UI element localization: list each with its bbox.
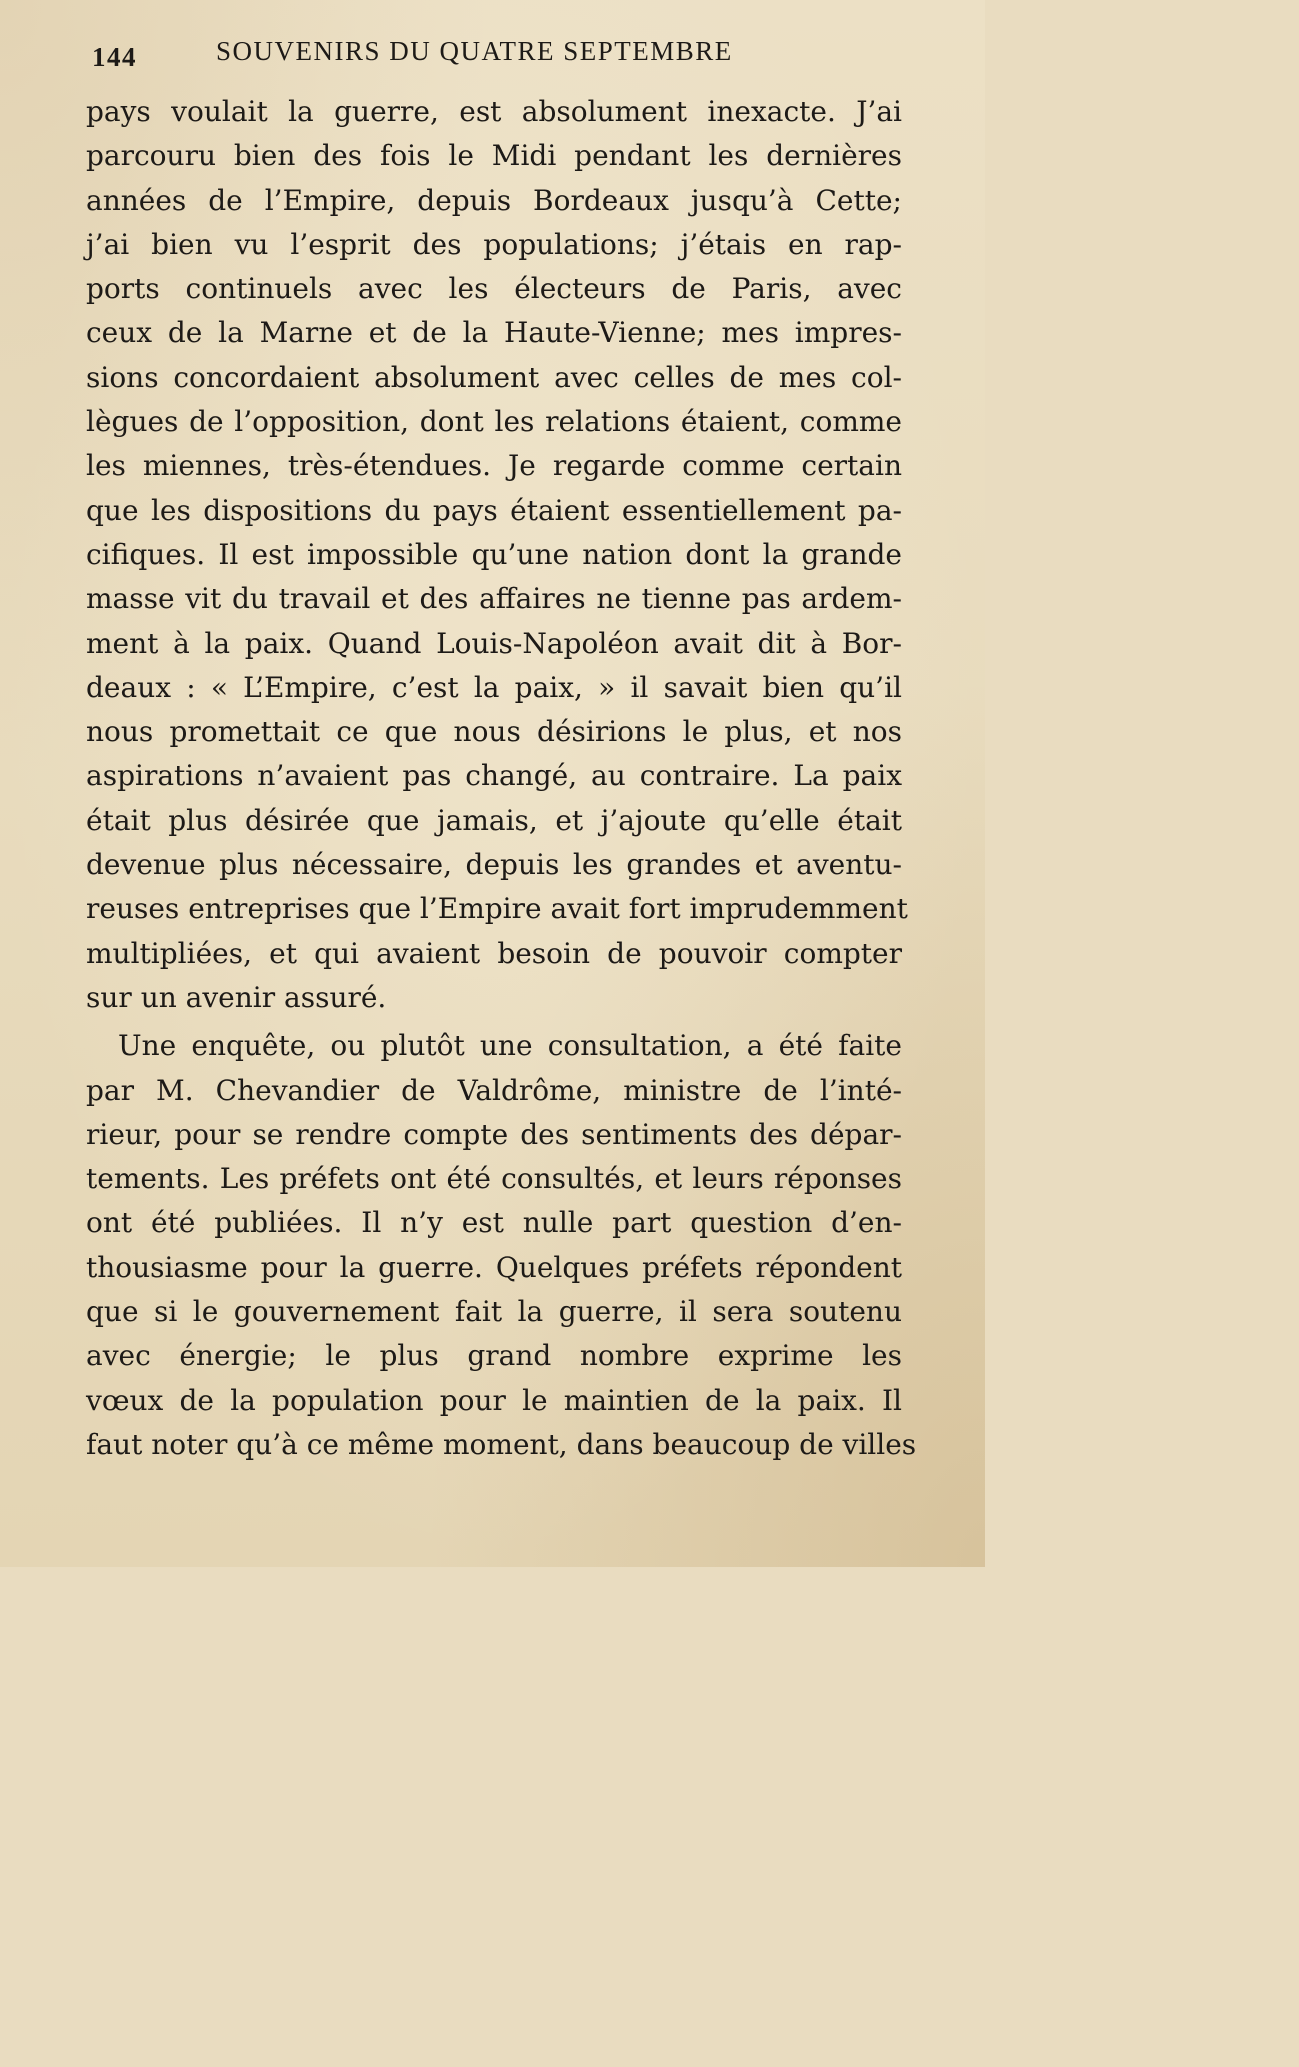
text-line: que si le gouvernement fait la guerre, il sera soutenu	[86, 1295, 902, 1329]
running-head-title: SOUVENIRS DU QUATRE SEPTEMBRE	[216, 36, 733, 66]
text-line: reuses entreprises que l’Empire avait fort imprudemment	[86, 892, 908, 926]
text-line: que les dispositions du pays étaient essentiellement pa-	[86, 493, 902, 527]
text-line: sur un avenir assuré.	[86, 980, 387, 1014]
paragraph-1	[86, 90, 908, 1020]
running-head	[92, 36, 792, 76]
text-line: thousiasme pour la guerre. Quelques préfets répondent	[86, 1250, 902, 1284]
text-line: avec énergie; le plus grand nombre exprime les	[86, 1339, 902, 1373]
text-line: années de l’Empire, depuis Bordeaux jusqu’à Cette;	[86, 183, 902, 217]
text-line: lègues de l’opposition, dont les relations étaient, comme	[86, 405, 902, 439]
text-line: ceux de la Marne et de la Haute-Vienne; mes impres-	[86, 316, 902, 350]
text-line: nous promettait ce que nous désirions le plus, et nos	[86, 715, 902, 749]
text-line: tements. Les préfets ont été consultés, et leurs réponses	[86, 1162, 902, 1196]
text-line: ment à la paix. Quand Louis-Napoléon avait dit à Bor-	[86, 626, 902, 660]
text-line: vœux de la population pour le maintien de la paix. Il	[86, 1383, 902, 1417]
text-line: sions concordaient absolument avec celles de mes col-	[86, 360, 902, 394]
text-line: était plus désirée que jamais, et j’ajoute qu’elle était	[86, 803, 902, 837]
text-line: rieur, pour se rendre compte des sentiments des dépar-	[86, 1117, 902, 1151]
paragraph-2	[86, 1024, 917, 1467]
body-text	[86, 90, 917, 1467]
text-line: deaux : « L’Empire, c’est la paix, » il savait bien qu’il	[86, 670, 902, 704]
text-line: ports continuels avec les électeurs de Paris, avec	[86, 272, 902, 306]
text-line: pays voulait la guerre, est absolument inexacte. J’ai	[86, 95, 902, 128]
text-line: j’ai bien vu l’esprit des populations; j’étais en rap-	[86, 227, 902, 261]
text-line: cifiques. Il est impossible qu’une nation dont la grande	[86, 537, 902, 571]
text-line: devenue plus nécessaire, depuis les grandes et aventu-	[86, 848, 902, 882]
text-line: les miennes, très-étendues. Je regarde comme certain	[86, 449, 902, 483]
page-number: 144	[92, 42, 137, 72]
text-line: parcouru bien des fois le Midi pendant les dernières	[86, 139, 902, 173]
text-line: par M. Chevandier de Valdrôme, ministre de l’inté-	[86, 1073, 902, 1107]
text-line: aspirations n’avaient pas changé, au contraire. La paix	[86, 759, 902, 793]
text-line: faut noter qu’à ce même moment, dans beaucoup de villes	[86, 1427, 917, 1461]
text-line: multipliées, et qui avaient besoin de pouvoir compter	[86, 936, 902, 970]
text-line: ont été publiées. Il n’y est nulle part question d’en-	[86, 1206, 902, 1240]
text-line: masse vit du travail et des affaires ne tienne pas ardem-	[86, 582, 902, 616]
text-line: Une enquête, ou plutôt une consultation, a été faite	[118, 1029, 902, 1063]
